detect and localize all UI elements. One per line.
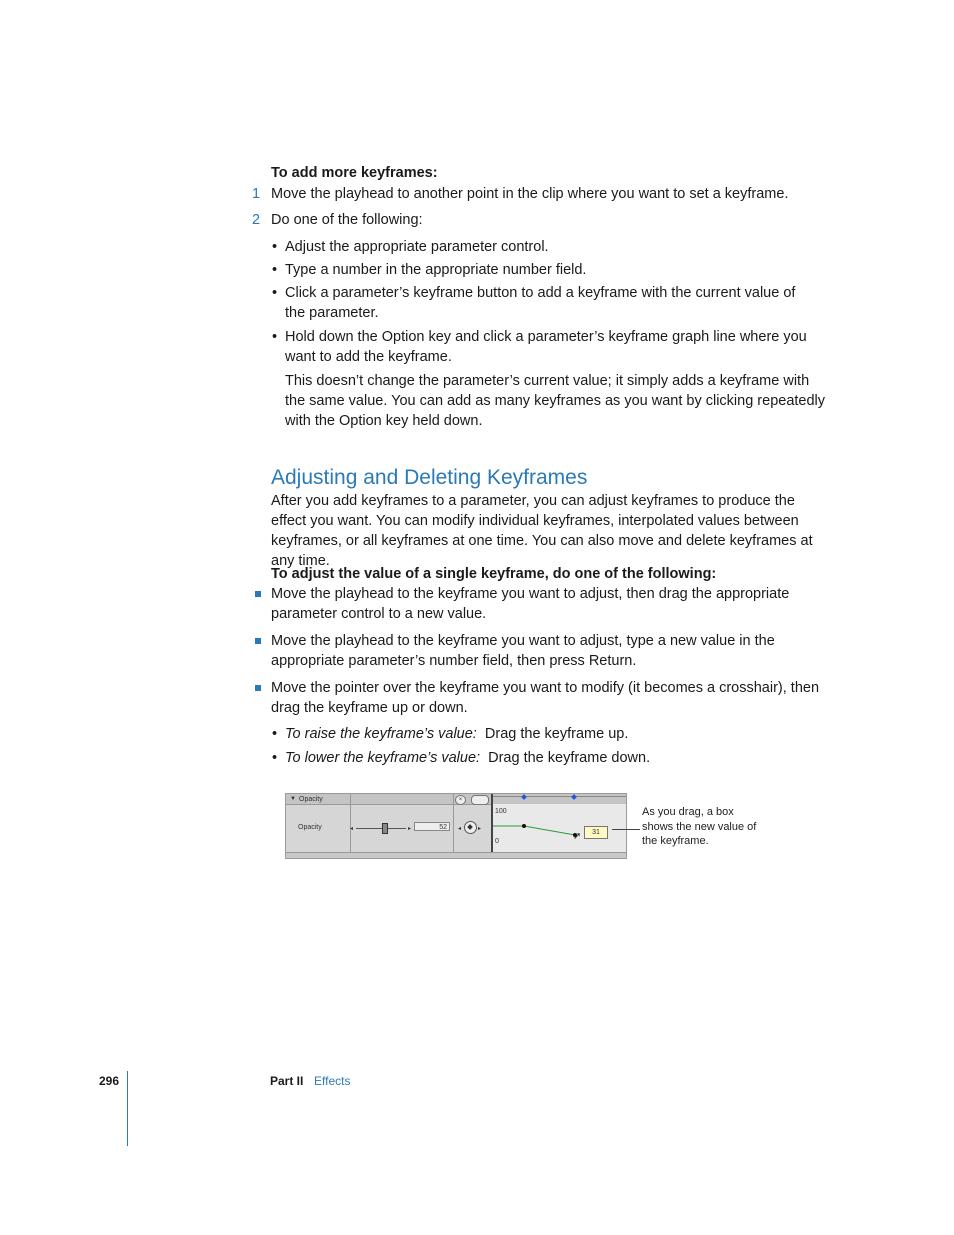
- next-keyframe-icon: ▸: [478, 826, 482, 832]
- task-heading: To add more keyframes:: [271, 165, 438, 181]
- sub-option-label: To raise the keyframe’s value:: [285, 726, 477, 742]
- param-label: Opacity: [298, 824, 322, 831]
- footer-part: Part II: [270, 1074, 304, 1088]
- step-text: Do one of the following:: [271, 212, 423, 228]
- section-heading: Adjusting and Deleting Keyframes: [271, 466, 588, 489]
- group-label: Opacity: [299, 796, 323, 803]
- bullet-item: Click a parameter’s keyframe button to add a keyframe with the current value of the parameter.: [285, 285, 796, 321]
- opacity-slider-thumb: [382, 823, 388, 834]
- step-number: 2: [252, 212, 261, 228]
- opacity-value-field: 52: [414, 822, 450, 831]
- keyframe-editor-screenshot: [285, 793, 627, 859]
- option-item: Move the playhead to the keyframe you want to adjust, type a new value in the appropriate parameter’s number field, then press Return.: [271, 633, 775, 669]
- bullet-square: [255, 685, 261, 691]
- reset-icon: ×: [455, 795, 466, 805]
- bullet-dot: •: [272, 726, 278, 742]
- sub-option-text: Drag the keyframe up.: [484, 726, 629, 742]
- bullet-square: [255, 638, 261, 644]
- callout-leader-line: [612, 829, 640, 830]
- next-row-strip: [286, 852, 626, 859]
- option-item: Move the playhead to the keyframe you want to adjust, then drag the appropriate parameter control to a new value.: [271, 586, 790, 622]
- step-number: 1: [252, 186, 261, 202]
- opacity-slider-track: [356, 828, 406, 829]
- column-divider: [453, 794, 454, 858]
- section-body: After you add keyframes to a parameter, you can adjust keyframes to produce the effect you want. You can modify individual keyframes, interpolated values between keyframes, or all keyframes at one time. You can also move and delete keyframes at any time.: [271, 493, 813, 569]
- page-number: 296: [99, 1074, 120, 1088]
- option-item: Move the pointer over the keyframe you want to modify (it becomes a crosshair), then drag the keyframe up or down.: [271, 680, 820, 716]
- footer-rule: [127, 1071, 128, 1146]
- sub-option-text: Drag the keyframe down.: [488, 750, 651, 766]
- figure-callout: As you drag, a box shows the new value of the keyframe.: [642, 806, 757, 847]
- pointer-cursor-icon: ➚: [573, 831, 582, 842]
- slider-left-arrow-icon: ◂: [350, 826, 354, 832]
- bullet-dot: •: [272, 750, 278, 766]
- bullet-dot: •: [272, 262, 278, 278]
- drag-value-box: 31: [584, 826, 608, 839]
- slider-right-arrow-icon: ▸: [408, 826, 412, 832]
- graph-max-label: 100: [495, 808, 507, 815]
- disclosure-triangle-icon: ▼: [290, 796, 296, 802]
- timeline-ruler: [493, 796, 626, 797]
- bullet-dot: •: [272, 329, 278, 345]
- task-heading: To adjust the value of a single keyframe, do one of the following:: [271, 566, 717, 582]
- step-text: Move the playhead to another point in the clip where you want to set a keyframe.: [271, 186, 789, 202]
- sub-option: [285, 724, 830, 744]
- bullet-item: Adjust the appropriate parameter control.: [285, 239, 549, 255]
- graph-min-label: 0: [495, 838, 499, 845]
- sub-option-label: To lower the keyframe’s value:: [285, 750, 481, 766]
- footer-section: Effects: [314, 1074, 351, 1088]
- bullet-item: Hold down the Option key and click a parameter’s keyframe graph line where you want to add the keyframe.: [285, 329, 807, 365]
- bullet-dot: •: [272, 285, 278, 301]
- bullet-square: [255, 591, 261, 597]
- bullet-dot: •: [272, 239, 278, 255]
- sub-option: [285, 748, 830, 768]
- note-paragraph: This doesn’t change the parameter’s current value; it simply adds a keyframe with the same value. You can add as many keyframes as you want by clicking repeatedly with the Option key held down.: [285, 373, 826, 429]
- menu-icon: [471, 795, 489, 805]
- bullet-item: Type a number in the appropriate number field.: [285, 262, 587, 278]
- previous-keyframe-icon: ◂: [458, 826, 462, 832]
